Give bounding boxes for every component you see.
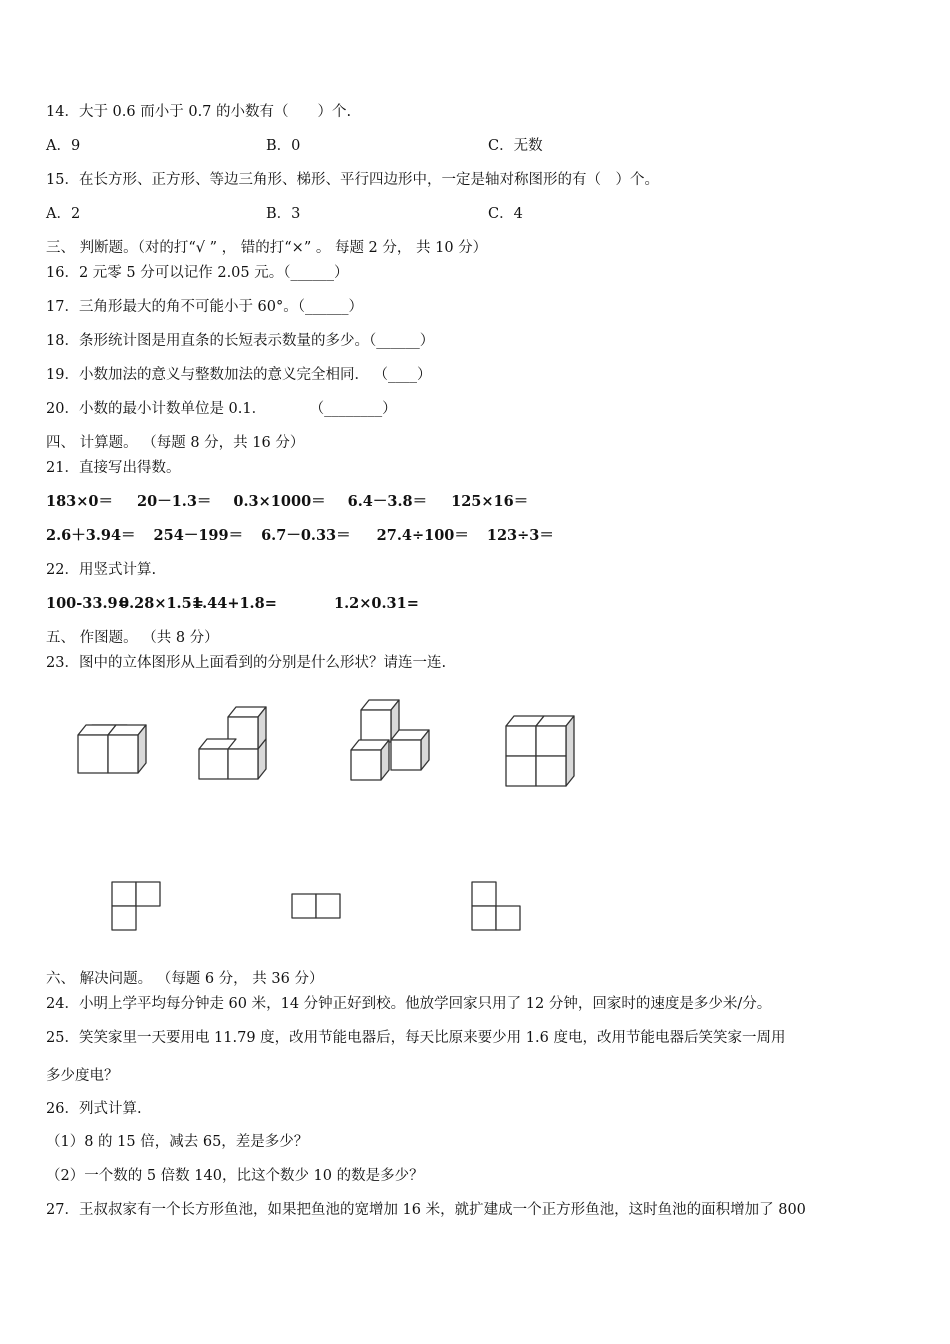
top-view-3 [471, 881, 523, 933]
calc-item: 254－199＝ [153, 527, 244, 544]
calc-item: 183×0＝ [46, 493, 114, 510]
calc-item: 20－1.3＝ [137, 493, 212, 510]
question-15-option-c: C．4 [488, 206, 523, 222]
question-26-sub-1: （1）8 的 15 倍，减去 65，差是多少？ [46, 1134, 309, 1150]
question-25-line-2: 多少度电？ [46, 1068, 119, 1084]
section-4-title: 四、 计算题。 （每题 8 分，共 16 分） [46, 435, 305, 451]
question-25-line-1: 25．笑笑家里一天要用电 11.79 度，改用节能电器后，每天比原来要少用 1.6 度电，改用节能电器后笑笑家一周用 [46, 1030, 786, 1046]
question-26-sub-2: （2）一个数的 5 倍数 140，比这个数少 10 的数是多少？ [46, 1168, 424, 1184]
question-21-row-2 [46, 526, 574, 546]
question-22-item-4: 1.2×0.31= [334, 595, 419, 612]
solid-figure-3 [349, 698, 439, 788]
section-5-title: 五、 作图题。 （共 8 分） [46, 630, 219, 646]
calc-item: 6.7－0.33＝ [261, 527, 351, 544]
question-27: 27．王叔叔家有一个长方形鱼池，如果把鱼池的宽增加 16 米，就扩建成一个正方形鱼池，这时鱼池的面积增加了 800 [46, 1202, 806, 1218]
question-17: 17．三角形最大的角不可能小于 60°。（______） [46, 299, 364, 315]
top-view-1 [111, 881, 163, 933]
section-6-title: 六、 解决问题。 （每题 6 分， 共 36 分） [46, 971, 324, 987]
section-3-title: 三、 判断题。（对的打“√ ” ， 错的打“×” 。 每题 2 分， 共 10 分） [46, 240, 488, 256]
question-14-option-c: C．无数 [488, 138, 543, 154]
solid-figure-4 [504, 714, 584, 794]
question-23-stem: 23．图中的立体图形从上面看到的分别是什么形状？请连一连. [46, 655, 447, 671]
question-26-stem: 26．列式计算. [46, 1101, 142, 1117]
question-19: 19．小数加法的意义与整数加法的意义完全相同． （____） [46, 367, 432, 383]
question-22-item-1: 100-33.9= [46, 595, 130, 612]
question-18: 18．条形统计图是用直条的长短表示数量的多少。（______） [46, 333, 435, 349]
question-21-row-1 [46, 492, 548, 512]
top-view-2 [291, 893, 345, 921]
question-22-item-3: 1.44+1.8= [192, 595, 277, 612]
calc-item: 123÷3＝ [486, 527, 554, 544]
question-21-stem: 21．直接写出得数。 [46, 460, 181, 476]
calc-item: 125×16＝ [451, 493, 529, 510]
question-14-option-a: A．9 [46, 138, 81, 154]
calc-item: 6.4－3.8＝ [347, 493, 428, 510]
calc-item: 2.6＋3.94＝ [46, 527, 136, 544]
question-24: 24．小明上学平均每分钟走 60 米，14 分钟正好到校。他放学回家只用了 12 分钟，回家时的速度是多少米/分。 [46, 996, 772, 1012]
question-14-stem: 14．大于 0.6 而小于 0.7 的小数有（ ）个. [46, 104, 352, 120]
solid-figure-1 [76, 720, 156, 780]
question-15-option-b: B．3 [266, 206, 301, 222]
question-15-option-a: A．2 [46, 206, 81, 222]
calc-item: 0.3×1000＝ [233, 493, 326, 510]
question-16: 16．2 元零 5 分可以记作 2.05 元。（______） [46, 265, 349, 281]
solid-figure-2 [197, 705, 277, 785]
question-14-option-b: B．0 [266, 138, 301, 154]
calc-item: 27.4÷100＝ [376, 527, 469, 544]
question-20: 20．小数的最小计数单位是 0.1． （________） [46, 401, 397, 417]
question-22-stem: 22．用竖式计算. [46, 562, 157, 578]
question-15-stem: 15．在长方形、正方形、等边三角形、梯形、平行四边形中，一定是轴对称图形的有（ ）个。 [46, 172, 659, 188]
question-22-item-2: 0.28×1.5= [119, 595, 204, 612]
